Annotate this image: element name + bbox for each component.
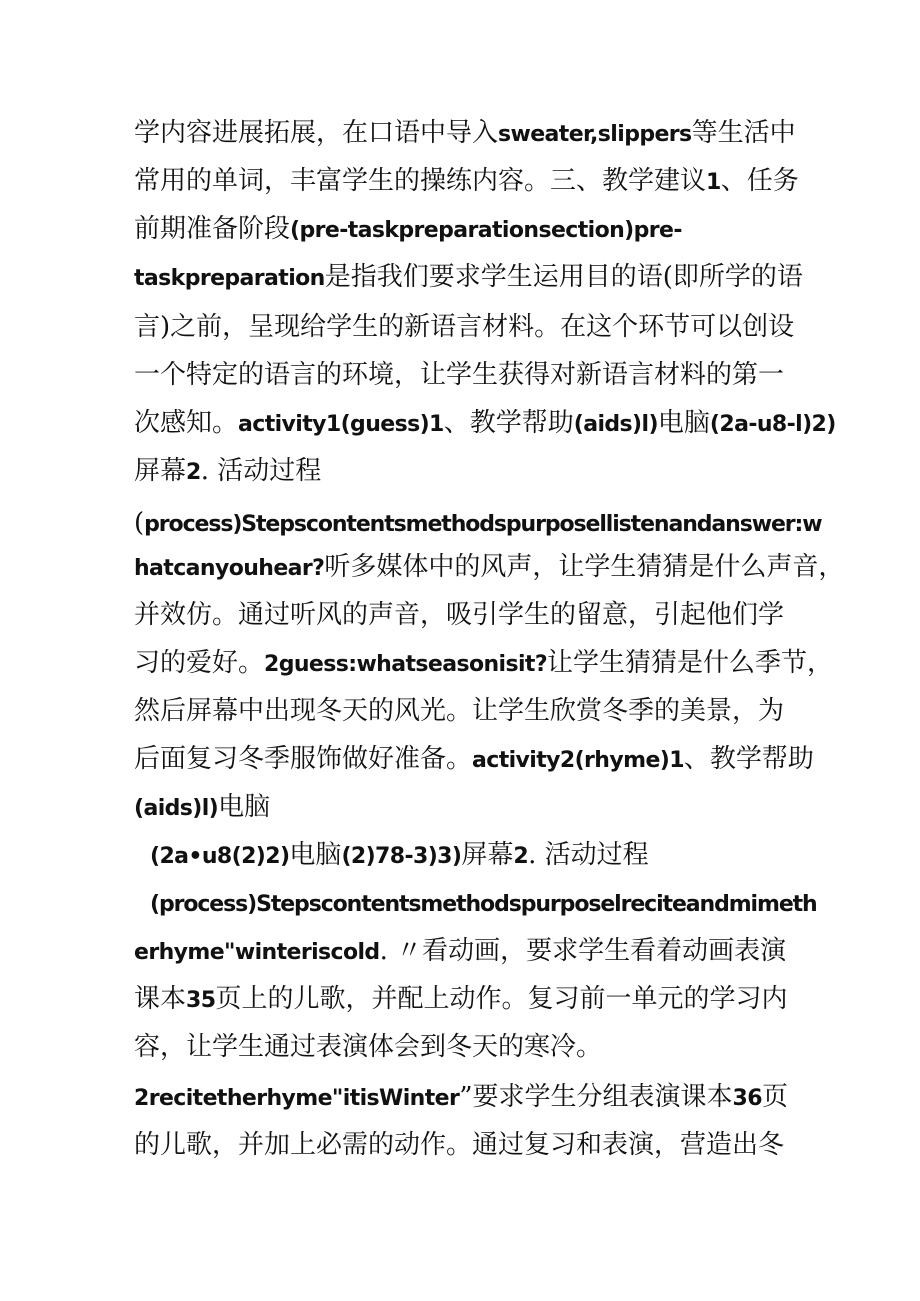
text-line [134,260,803,296]
latin-run: 1 [706,170,721,195]
text-line [134,454,321,490]
text-line [134,406,836,442]
text-run: 次感知。 [134,408,239,438]
text-run: 课本 [134,984,187,1014]
text-line [134,164,799,200]
text-run: . 〃看动画，要求学生看着动画表演 [379,936,787,966]
text-run: 学内容进展拓展，在口语中导入 [134,118,499,148]
text-run: 后面复习冬季服饰做好准备。 [134,744,473,774]
text-run: 言)之前，呈现给学生的新语言材料。在这个环节可以创设 [134,312,795,342]
latin-run: (2a•u8(2)2) [150,844,290,869]
text-run: 然后屏幕中出现冬天的风光。让学生欣赏冬季的美景，为 [134,696,785,726]
text-line [150,838,649,874]
text-line [134,742,814,778]
text-run: 习的爱好。 [134,648,265,678]
text-run: ”要求学生分组表演课本 [459,1082,733,1112]
latin-run: activity2(rhyme)1 [472,748,684,773]
latin-run: 2recitetherhyme"itisWinter [134,1086,460,1111]
text-run: 电脑 [657,408,710,438]
text-line [134,934,786,970]
text-run: 并效仿。通过听风的声音，吸引学生的留意，引起他们学 [134,600,785,630]
text-run: 页上的儿歌，并配上动作。复习前一单元的学习内 [215,984,788,1014]
text-line [134,212,682,248]
latin-run: (pre-taskpreparationsection)pre- [290,218,682,243]
text-line [134,790,270,826]
latin-run: (2)78-3)3) [341,844,462,869]
latin-run: (aids)l) [573,412,658,437]
text-run: 页 [761,1082,788,1112]
latin-run: 2 [186,460,201,485]
text-run: 屏幕 [134,456,187,486]
latin-run: 2 [513,844,529,869]
text-run: 屏幕 [461,840,514,870]
text-run: . 活动过程 [200,456,322,486]
latin-run: erhyme"winteriscold [134,940,380,965]
latin-run: activity1(guess)1 [238,412,444,437]
text-run: 听多媒体中的风声，让学生猜猜是什么声音， [324,552,845,582]
latin-run: (2a-u8-l)2) [709,412,836,437]
latin-run: 36 [732,1086,762,1111]
text-run: ( [134,508,145,538]
text-run: 一个特定的语言的环境，让学生获得对新语言材料的第一 [134,360,785,390]
text-run: 的儿歌，并加上必需的动作。通过复习和表演，营造出冬 [134,1130,785,1160]
latin-run: 35 [186,988,216,1013]
text-run: 常用的单词，丰富学生的操练内容。三、教学建议 [134,166,707,196]
text-run: . 活动过程 [528,840,649,870]
text-line [150,886,817,922]
latin-run: 2guess:whatseasonisit? [264,652,547,677]
text-line [134,694,784,728]
text-line [134,116,796,152]
text-line [134,358,784,392]
text-line [134,1030,602,1064]
text-run: 容，让学生通过表演体会到冬天的寒冷。 [134,1032,603,1062]
text-line [134,982,787,1018]
latin-run: (aids)l) [134,796,219,821]
latin-run: taskpreparation [134,266,325,291]
text-line [134,646,833,682]
text-line [134,506,821,542]
text-run: 、教学帮助 [443,408,574,438]
text-line [134,598,784,632]
text-run: 等生活中 [691,118,796,148]
text-line [134,1128,784,1162]
latin-run: (process)Stepscontentsmethodspurposelreciteandmimeth [150,892,817,917]
text-run: 是指我们要求学生运用目的语(即所学的语 [324,262,803,292]
text-line [134,310,794,344]
text-run: 前期准备阶段 [134,214,291,244]
latin-run: process)Stepscontentsmethodspurposellistenandanswer:w [144,512,822,537]
text-line [134,550,844,586]
text-run: 让学生猜猜是什么季节， [546,648,833,678]
text-line [134,1080,788,1116]
latin-run: hatcanyouhear? [134,556,325,581]
text-run: 、任务 [720,166,799,196]
latin-run: sweater,slippers [498,122,692,147]
text-run: 电脑 [218,792,271,822]
text-run: 、教学帮助 [683,744,814,774]
text-run: 电脑 [289,840,342,870]
